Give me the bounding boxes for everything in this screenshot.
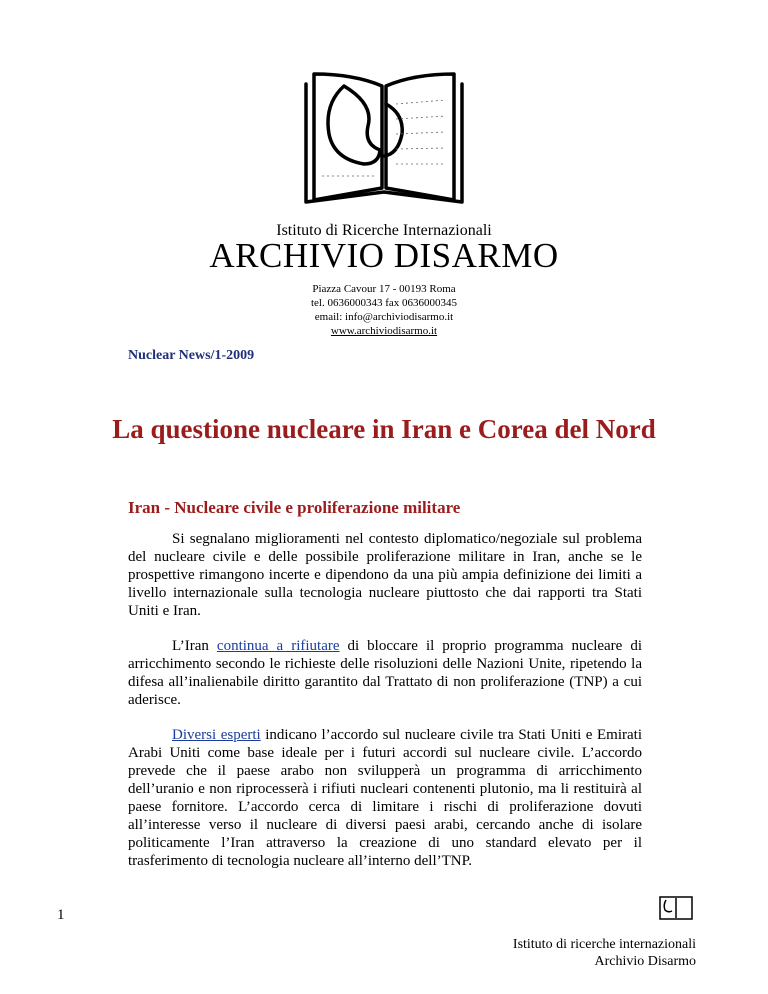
document-title: La questione nucleare in Iran e Corea del Nord — [112, 414, 656, 444]
paragraph-1 — [128, 530, 642, 620]
paragraph-3-text: indicano l’accordo sul nucleare civile tra Stati Uniti e Emirati Arabi Uniti come base ideale per i futuri accordi sul nucleare civile. L’accordo prevede che il paese arabo non svilupperà un programma di arricchimento dell’uranio e non riprocesserà i rifiuti nucleari contenenti plutonio, ma li restituirà al paese fornitore. L’accordo cerca di limitare i rischi di proliferazione dovuti all’interesse verso il nucleare di diversi paesi arabi, cercando anche di isolare politicamente l’Iran attraverso la creazione di uno standard elevato per il trasferimento di tecnologia nucleare all’interno dell’TNP. — [128, 727, 642, 869]
institute-name: Istituto di Ricerche Internazionali — [276, 222, 492, 239]
page-number: 1 — [57, 907, 65, 923]
email-line: email: info@archiviodisarmo.it — [314, 311, 454, 323]
section-heading: Iran - Nucleare civile e proliferazione militare — [128, 498, 461, 517]
paragraph-2-text: di bloccare il proprio programma nucleare di arricchimento secondo le richieste delle risoluzioni delle Nazioni Unite, ripetendo la difesa all’inalienabile diritto garantito dal Trattato di non proliferazione (TNP) a cui aderisce. — [128, 638, 642, 708]
footer-logo — [658, 895, 694, 921]
footer-institute: Istituto di ricerche internazionali — [512, 937, 696, 952]
website-link[interactable]: www.archiviodisarmo.it — [330, 325, 438, 337]
continua-a-rifiutare-link[interactable]: continua a rifiutare — [216, 638, 340, 654]
address-line: Piazza Cavour 17 - 00193 Roma — [312, 283, 456, 295]
diversi-esperti-link[interactable]: Diversi esperti — [172, 727, 261, 743]
footer-organization: Archivio Disarmo — [594, 954, 696, 969]
paragraph-3 — [128, 726, 642, 870]
paragraph-2 — [128, 637, 642, 709]
paragraph-2-intro: L’Iran — [172, 638, 217, 654]
phone-fax-line: tel. 0636000343 fax 0636000345 — [310, 297, 458, 309]
website-line — [0, 324, 768, 338]
organization-title: ARCHIVIO DISARMO — [209, 236, 559, 275]
series-label: Nuclear News/1-2009 — [128, 348, 255, 363]
paragraph-1-text: Si segnalano miglioramenti nel contesto diplomatico/negoziale sul problema del nucleare civile e delle possibile proliferazione militare in Iran, anche se le prospettive rimangono incerte e dipendono da una più ampia definizione dei limiti a livello internazionale sulla tecnologia nucleare piuttosto che dai rapporti tra Stati Uniti e Iran. — [128, 531, 642, 619]
archivio-disarmo-logo — [284, 64, 484, 204]
